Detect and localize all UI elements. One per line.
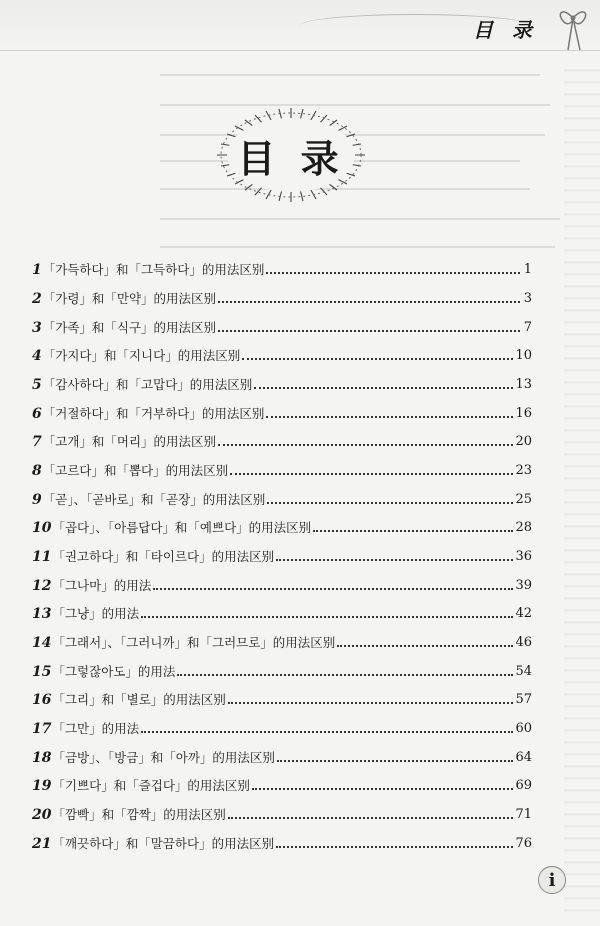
toc-entry[interactable] bbox=[32, 400, 532, 422]
toc-entry-title: 「그렇잖아도」的用法 bbox=[52, 664, 176, 679]
right-border-ornament bbox=[564, 60, 600, 920]
toc-entry-page: 20 bbox=[515, 434, 532, 449]
toc-entry-number: 21 bbox=[32, 836, 52, 852]
dot-leader bbox=[228, 701, 514, 704]
dot-leader bbox=[218, 300, 520, 303]
toc-entry-page: 46 bbox=[515, 635, 532, 650]
toc-entry-title: 「가족」和「식구」的用法区别 bbox=[42, 320, 217, 335]
toc-entry-number: 10 bbox=[32, 520, 52, 536]
toc-entry-title: 「그만」的用法 bbox=[52, 721, 140, 736]
toc-entry-number: 16 bbox=[32, 692, 52, 708]
dot-leader bbox=[218, 329, 520, 332]
toc-entry-page: 39 bbox=[515, 578, 532, 593]
toc-entry-title: 「거절하다」和「거부하다」的用法区别 bbox=[42, 406, 265, 421]
toc-entry-page: 69 bbox=[515, 778, 532, 793]
toc-entry-title: 「고르다」和「뽑다」的用法区别 bbox=[42, 463, 229, 478]
toc-entry[interactable] bbox=[32, 772, 532, 794]
toc-entry-title: 「고개」和「머리」的用法区别 bbox=[42, 434, 217, 449]
toc-entry-page: 7 bbox=[523, 320, 532, 335]
toc-entry-page: 54 bbox=[515, 664, 532, 679]
toc-entry-page: 57 bbox=[515, 692, 532, 707]
dot-leader bbox=[337, 644, 513, 647]
toc-entry[interactable] bbox=[32, 371, 532, 393]
dot-leader bbox=[177, 673, 513, 676]
toc-entry-number: 6 bbox=[32, 406, 42, 422]
toc-entry-number: 19 bbox=[32, 778, 52, 794]
running-header-title: 目 录 bbox=[473, 18, 538, 42]
dot-leader bbox=[276, 558, 513, 561]
dot-leader bbox=[277, 759, 514, 762]
contents-title: 目 录 bbox=[237, 136, 345, 181]
dot-leader bbox=[276, 845, 513, 848]
toc-entry-number: 12 bbox=[32, 578, 52, 594]
toc-entry-page: 71 bbox=[515, 807, 532, 822]
toc-entry-page: 13 bbox=[515, 377, 532, 392]
toc-entry-title: 「가령」和「만약」的用法区别 bbox=[42, 291, 217, 306]
toc-entry-page: 60 bbox=[515, 721, 532, 736]
toc-entry-title: 「곱다」、「아름답다」和「예쁘다」的用法区别 bbox=[52, 520, 312, 535]
toc-entry-page: 10 bbox=[515, 348, 532, 363]
toc-entry[interactable] bbox=[32, 514, 532, 536]
toc-entry-page: 64 bbox=[515, 750, 532, 765]
toc-entry-page: 1 bbox=[523, 262, 532, 277]
toc-entry-title: 「그리」和「별로」的用法区别 bbox=[52, 692, 226, 707]
toc-entry-number: 7 bbox=[32, 434, 42, 450]
dot-leader bbox=[266, 415, 513, 418]
toc-entry-page: 28 bbox=[515, 520, 532, 535]
dot-leader bbox=[266, 271, 520, 274]
toc-entry[interactable] bbox=[32, 658, 532, 680]
dot-leader bbox=[228, 816, 514, 819]
toc-entry-page: 3 bbox=[523, 291, 532, 306]
dot-leader bbox=[230, 472, 513, 475]
toc-entry-number: 2 bbox=[32, 291, 42, 307]
ribbon-bow-icon bbox=[554, 4, 592, 52]
contents-emblem bbox=[211, 104, 371, 206]
toc-entry[interactable] bbox=[32, 629, 532, 651]
toc-entry-title: 「그래서」、「그러니까」和「그러므로」的用法区别 bbox=[52, 635, 336, 650]
toc-entry-title: 「그나마」的用法 bbox=[52, 578, 152, 593]
toc-entry-number: 8 bbox=[32, 463, 42, 479]
toc-entry-page: 16 bbox=[515, 406, 532, 421]
toc-entry-number: 18 bbox=[32, 750, 52, 766]
toc-entry-number: 1 bbox=[32, 262, 42, 278]
toc-entry-page: 25 bbox=[515, 492, 532, 507]
toc-entry[interactable] bbox=[32, 744, 532, 766]
toc-entry-page: 76 bbox=[515, 836, 532, 851]
dot-leader bbox=[218, 443, 513, 446]
toc-entry-title: 「감사하다」和「고맙다」的用法区别 bbox=[42, 377, 253, 392]
toc-entry[interactable] bbox=[32, 457, 532, 479]
toc-entry[interactable] bbox=[32, 285, 532, 307]
toc-entry-number: 9 bbox=[32, 492, 42, 508]
toc-entry-title: 「곧」、「곧바로」和「곧장」的用法区别 bbox=[42, 492, 266, 507]
dot-leader bbox=[313, 529, 513, 532]
toc-entry[interactable] bbox=[32, 686, 532, 708]
toc-entry-number: 20 bbox=[32, 807, 52, 823]
toc-entry-number: 11 bbox=[32, 549, 52, 565]
toc-entry-number: 5 bbox=[32, 377, 42, 393]
toc-entry[interactable] bbox=[32, 801, 532, 823]
dot-leader bbox=[252, 787, 514, 790]
toc-entry-title: 「깜빡」和「깜짝」的用法区别 bbox=[52, 807, 226, 822]
toc-entry-title: 「가득하다」和「그득하다」的用法区别 bbox=[42, 262, 265, 277]
toc-entry-number: 14 bbox=[32, 635, 52, 651]
page-number: i bbox=[538, 866, 566, 894]
toc-entry[interactable] bbox=[32, 428, 532, 450]
toc-entry[interactable] bbox=[32, 830, 532, 852]
toc-entry[interactable] bbox=[32, 342, 532, 364]
dot-leader bbox=[254, 386, 513, 389]
toc-entry-title: 「깨끗하다」和「말끔하다」的用法区别 bbox=[52, 836, 275, 851]
toc-entry[interactable] bbox=[32, 572, 532, 594]
toc-entry-page: 42 bbox=[515, 606, 532, 621]
dot-leader bbox=[141, 615, 513, 618]
toc-entry[interactable] bbox=[32, 314, 532, 336]
toc-entry-number: 3 bbox=[32, 320, 42, 336]
toc-entry-page: 36 bbox=[515, 549, 532, 564]
dot-leader bbox=[153, 587, 513, 590]
toc-entry-title: 「권고하다」和「타이르다」的用法区别 bbox=[52, 549, 275, 564]
toc-entry[interactable] bbox=[32, 256, 532, 278]
toc-entry[interactable] bbox=[32, 486, 532, 508]
toc-entry-title: 「기쁘다」和「즐겁다」的用法区别 bbox=[52, 778, 250, 793]
toc-entry-page: 23 bbox=[515, 463, 532, 478]
toc-entry-title: 「가지다」和「지니다」的用法区别 bbox=[42, 348, 241, 363]
toc-entry-number: 13 bbox=[32, 606, 52, 622]
toc-entry-title: 「금방」、「방금」和「아까」的用法区别 bbox=[52, 750, 275, 765]
toc-entry-title: 「그냥」的用法 bbox=[52, 606, 140, 621]
toc-entry[interactable] bbox=[32, 600, 532, 622]
dot-leader bbox=[141, 730, 513, 733]
toc-entry-number: 17 bbox=[32, 721, 52, 737]
toc-entry-number: 4 bbox=[32, 348, 42, 364]
dot-leader bbox=[267, 501, 513, 504]
toc-entry[interactable] bbox=[32, 543, 532, 565]
toc-entry[interactable] bbox=[32, 715, 532, 737]
toc-entry-number: 15 bbox=[32, 664, 52, 680]
dot-leader bbox=[242, 357, 513, 360]
